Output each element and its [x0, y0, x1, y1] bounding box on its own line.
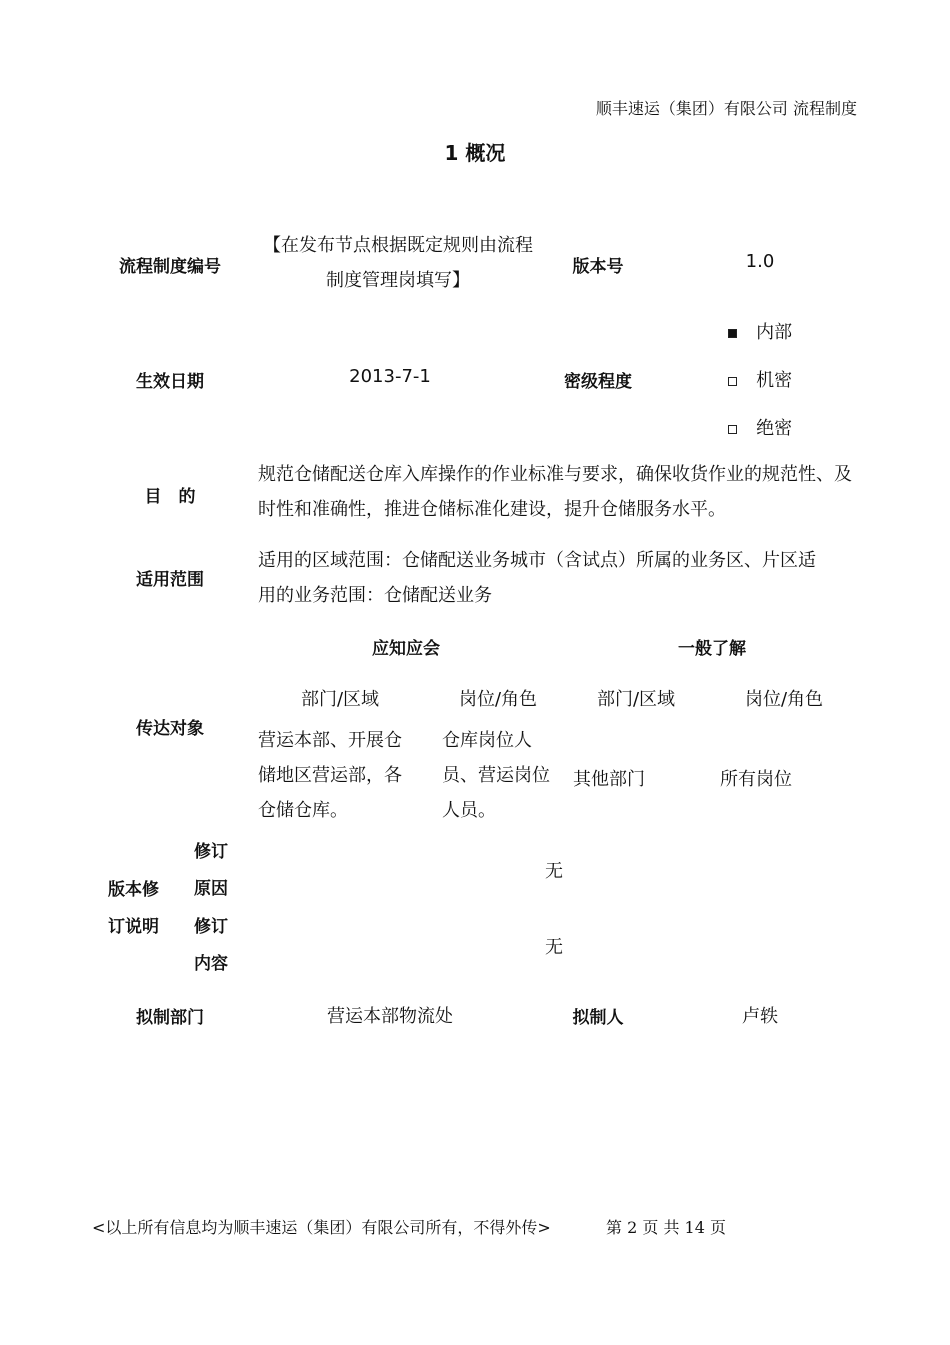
drafting-dept-label: 拟制部门: [136, 1008, 204, 1028]
must-dept-col-header: 部门/区域: [300, 689, 380, 710]
purpose-label: 目 的: [144, 487, 196, 507]
security-option-top-secret: 绝密: [728, 414, 792, 440]
doc-number-label: 流程制度编号: [119, 257, 221, 277]
version-value: 1.0: [745, 251, 775, 272]
page-title: 1 概况: [444, 141, 506, 165]
scope-text-line1: 适用的区域范围：仓储配送业务城市（含试点）所属的业务区、片区适: [258, 550, 816, 571]
scope-text-line2: 用的业务范围：仓储配送业务: [258, 585, 492, 606]
revision-note-label: 版本修订说明: [108, 880, 159, 937]
confidentiality-notice: <以上所有信息均为顺丰速运（集团）有限公司所有，不得外传>: [92, 1218, 551, 1237]
drafter-label: 拟制人: [572, 1008, 624, 1028]
general-knowledge-header: 一般了解: [678, 639, 746, 659]
general-roles: 所有岗位: [720, 769, 792, 790]
purpose-text: 规范仓储配送仓库入库操作的作业标准与要求，确保收货作业的规范性、及时性和准确性，推进仓储标准化建设，提升仓储服务水平。: [258, 464, 852, 520]
security-option-confidential: 机密: [728, 366, 792, 392]
revision-content-value: 无: [545, 937, 563, 958]
security-level-label: 密级程度: [564, 372, 632, 392]
audience-label: 传达对象: [136, 719, 204, 739]
general-departments: 其他部门: [573, 769, 645, 790]
document-header: 顺丰速运（集团）有限公司 流程制度: [595, 99, 857, 118]
version-label: 版本号: [572, 257, 624, 277]
doc-number-value: 【在发布节点根据既定规则由流程制度管理岗填写】: [263, 235, 533, 291]
revision-content-label: 修订内容: [194, 917, 228, 974]
must-know-roles: 仓库岗位人员、营运岗位人员。: [442, 730, 550, 821]
unchecked-box-icon: [728, 377, 737, 386]
checked-box-icon: [728, 329, 737, 338]
revision-reason-label: 修订原因: [194, 842, 228, 899]
page-number: 第 2 页 共 14 页: [606, 1218, 726, 1237]
scope-label: 适用范围: [136, 570, 204, 590]
must-role-col-header: 岗位/角色: [458, 689, 538, 710]
revision-reason-value: 无: [545, 861, 563, 882]
must-know-header: 应知应会: [372, 639, 440, 659]
effective-date-label: 生效日期: [136, 372, 204, 392]
drafter-value: 卢轶: [742, 1006, 778, 1027]
must-know-departments: 营运本部、开展仓储地区营运部，各仓储仓库。: [258, 730, 402, 821]
effective-date-value: 2013-7-1: [349, 366, 431, 387]
general-role-col-header: 岗位/角色: [744, 689, 824, 710]
general-dept-col-header: 部门/区域: [596, 689, 676, 710]
drafting-dept-value: 营运本部物流处: [327, 1006, 453, 1027]
unchecked-box-icon: [728, 425, 737, 434]
security-option-internal: 内部: [728, 318, 792, 344]
